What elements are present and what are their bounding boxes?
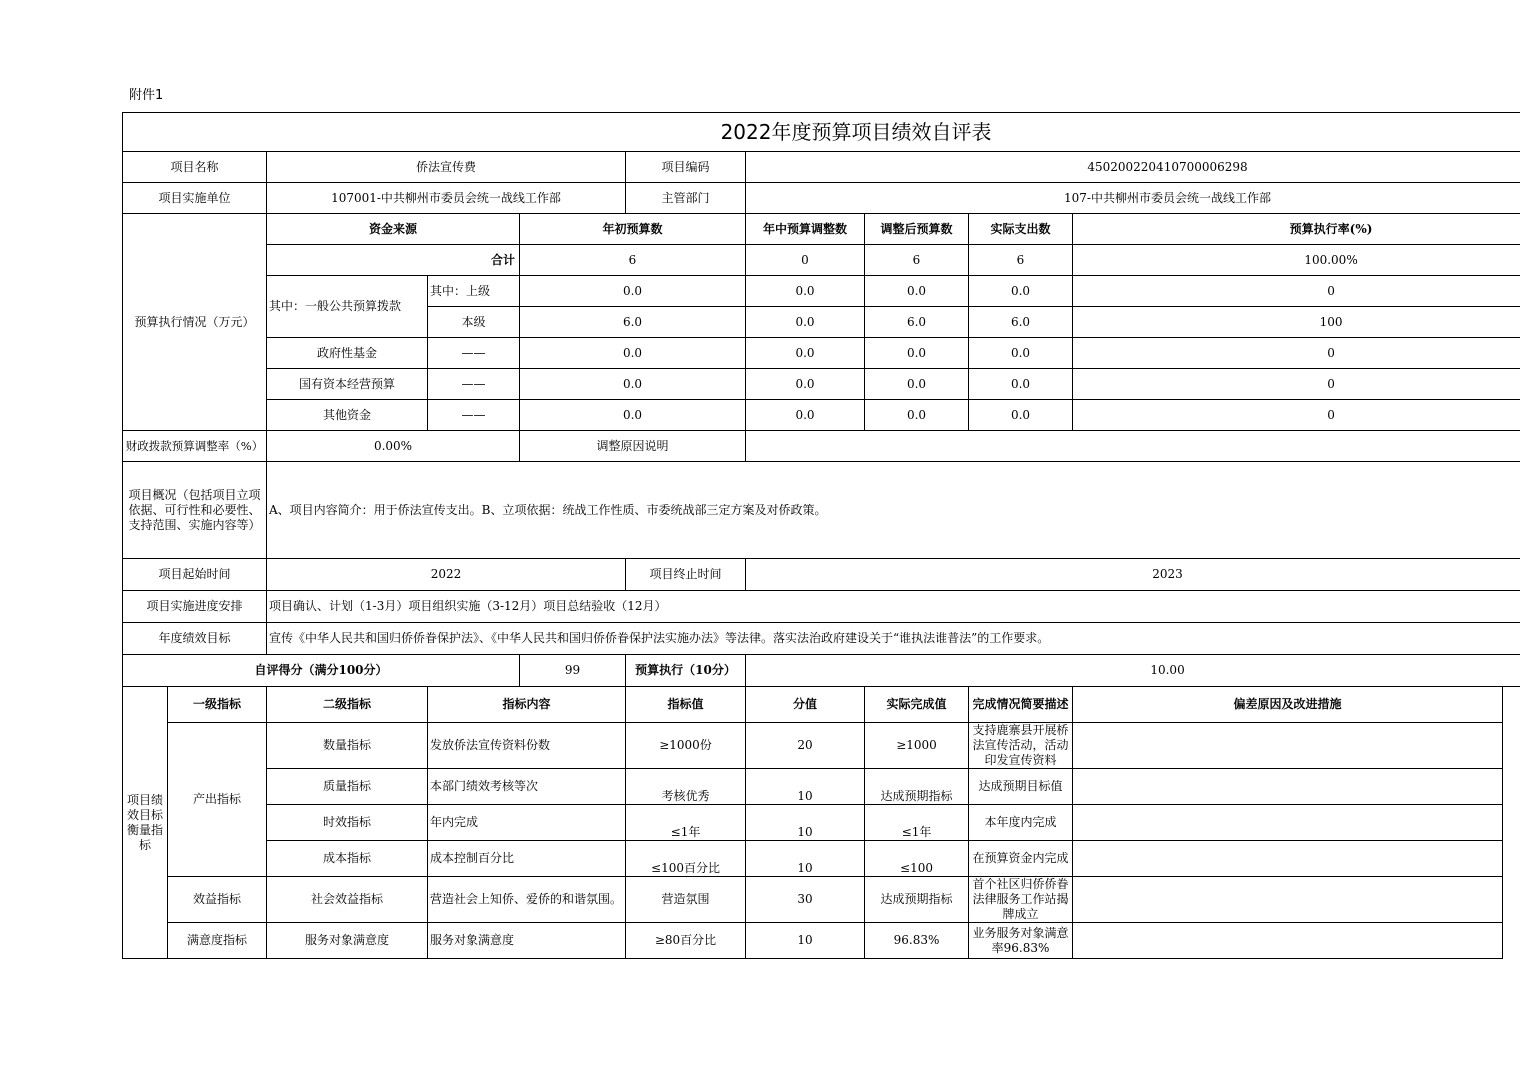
ind-col-score: 分值 <box>746 687 865 723</box>
table-row-desc: 在预算资金内完成 <box>969 841 1073 877</box>
budget-other-midyear: 0.0 <box>746 400 865 431</box>
table-row-content: 营造社会上知侨、爱侨的和谐氛围。 <box>428 877 626 923</box>
satisfaction-indicator-label: 满意度指标 <box>168 923 267 959</box>
exec-score-label: 预算执行（10分） <box>626 655 746 687</box>
table-row-reason <box>1073 723 1503 769</box>
exec-score-value: 10.00 <box>746 655 1520 687</box>
schedule-label: 项目实施进度安排 <box>123 591 267 623</box>
benefit-indicator-label: 效益指标 <box>168 877 267 923</box>
budget-capital-dash: —— <box>428 369 520 400</box>
project-code-label: 项目编码 <box>626 152 746 183</box>
budget-total-label: 合计 <box>267 245 520 276</box>
budget-other-dash: —— <box>428 400 520 431</box>
table-row-target: ≤1年 <box>626 805 746 841</box>
table-row-level2: 成本指标 <box>267 841 428 877</box>
table-row-target: ≤100百分比 <box>626 841 746 877</box>
table-row-level2: 数量指标 <box>267 723 428 769</box>
table-row-content: 成本控制百分比 <box>428 841 626 877</box>
table-row-score: 20 <box>746 723 865 769</box>
table-row-score: 30 <box>746 877 865 923</box>
budget-col-actual: 实际支出数 <box>969 214 1073 245</box>
budget-fund-rate: 0 <box>1073 338 1520 369</box>
ind-col-actual: 实际完成值 <box>865 687 969 723</box>
table-row-content: 服务对象满意度 <box>428 923 626 959</box>
ind-col-reason: 偏差原因及改进措施 <box>1073 687 1503 723</box>
budget-capital-label: 国有资本经营预算 <box>267 369 428 400</box>
budget-capital-initial: 0.0 <box>520 369 746 400</box>
table-row-reason <box>1073 769 1503 805</box>
budget-total-adjusted: 6 <box>865 245 969 276</box>
table-row-actual: 96.83% <box>865 923 969 959</box>
budget-local-actual: 6.0 <box>969 307 1073 338</box>
table-row-reason <box>1073 923 1503 959</box>
project-name-value: 侨法宣传费 <box>267 152 626 183</box>
budget-other-label: 其他资金 <box>267 400 428 431</box>
budget-capital-actual: 0.0 <box>969 369 1073 400</box>
adjust-rate-label: 财政拨款预算调整率（%） <box>123 431 267 462</box>
table-row-reason <box>1073 841 1503 877</box>
budget-upper-midyear: 0.0 <box>746 276 865 307</box>
budget-other-initial: 0.0 <box>520 400 746 431</box>
indicators-section-label: 项目绩效目标衡量指标 <box>123 687 168 959</box>
ind-col-content: 指标内容 <box>428 687 626 723</box>
dept-label: 主管部门 <box>626 183 746 214</box>
budget-local-initial: 6.0 <box>520 307 746 338</box>
adjust-reason-label: 调整原因说明 <box>520 431 746 462</box>
budget-upper-actual: 0.0 <box>969 276 1073 307</box>
table-row-score: 10 <box>746 805 865 841</box>
table-row-score: 10 <box>746 923 865 959</box>
budget-capital-adjusted: 0.0 <box>865 369 969 400</box>
end-time-label: 项目终止时间 <box>626 559 746 591</box>
table-row-desc: 本年度内完成 <box>969 805 1073 841</box>
table-row-level2: 服务对象满意度 <box>267 923 428 959</box>
table-row-target: 营造氛围 <box>626 877 746 923</box>
overview-label: 项目概况（包括项目立项依据、可行性和必要性、支持范围、实施内容等） <box>123 462 267 559</box>
table-row-desc: 达成预期目标值 <box>969 769 1073 805</box>
start-time-label: 项目起始时间 <box>123 559 267 591</box>
table-row-actual: 达成预期指标 <box>865 769 969 805</box>
budget-total-actual: 6 <box>969 245 1073 276</box>
table-row-actual: 达成预期指标 <box>865 877 969 923</box>
table-row-desc: 首个社区归侨侨眷法律服务工作站揭牌成立 <box>969 877 1073 923</box>
budget-local-label: 本级 <box>428 307 520 338</box>
budget-col-source: 资金来源 <box>267 214 520 245</box>
budget-other-adjusted: 0.0 <box>865 400 969 431</box>
budget-col-initial: 年初预算数 <box>520 214 746 245</box>
budget-fund-initial: 0.0 <box>520 338 746 369</box>
goal-text: 宣传《中华人民共和国归侨侨眷保护法》、《中华人民共和国归侨侨眷保护法实施办法》等法律。落实法治政府建设关于“谁执法谁普法”的工作要求。 <box>267 623 1520 655</box>
budget-local-rate: 100 <box>1073 307 1520 338</box>
table-row-actual: ≤1年 <box>865 805 969 841</box>
budget-capital-midyear: 0.0 <box>746 369 865 400</box>
table-row-reason <box>1073 805 1503 841</box>
project-name-label: 项目名称 <box>123 152 267 183</box>
budget-other-actual: 0.0 <box>969 400 1073 431</box>
ind-col-level2: 二级指标 <box>267 687 428 723</box>
table-row-reason <box>1073 877 1503 923</box>
ind-col-level1: 一级指标 <box>168 687 267 723</box>
adjust-rate-value: 0.00% <box>267 431 520 462</box>
table-row-desc: 业务服务对象满意率96.83% <box>969 923 1073 959</box>
budget-upper-rate: 0 <box>1073 276 1520 307</box>
table-row-target: ≥80百分比 <box>626 923 746 959</box>
table-row-content: 年内完成 <box>428 805 626 841</box>
budget-fund-dash: —— <box>428 338 520 369</box>
table-row-level2: 社会效益指标 <box>267 877 428 923</box>
budget-upper-label: 其中：上级 <box>428 276 520 307</box>
table-row-target: 考核优秀 <box>626 769 746 805</box>
budget-fund-midyear: 0.0 <box>746 338 865 369</box>
adjust-reason-value <box>746 431 1520 462</box>
table-row-actual: ≤100 <box>865 841 969 877</box>
budget-total-initial: 6 <box>520 245 746 276</box>
budget-total-rate: 100.00% <box>1073 245 1520 276</box>
ind-col-target: 指标值 <box>626 687 746 723</box>
budget-total-midyear: 0 <box>746 245 865 276</box>
impl-unit-label: 项目实施单位 <box>123 183 267 214</box>
table-row-score: 10 <box>746 769 865 805</box>
end-time-value: 2023 <box>746 559 1520 591</box>
table-row-score: 10 <box>746 841 865 877</box>
budget-col-adjusted: 调整后预算数 <box>865 214 969 245</box>
budget-col-midyear: 年中预算调整数 <box>746 214 865 245</box>
table-row-content: 本部门绩效考核等次 <box>428 769 626 805</box>
table-row-level2: 质量指标 <box>267 769 428 805</box>
page-title: 2022年度预算项目绩效自评表 <box>123 113 1520 152</box>
budget-fund-label: 政府性基金 <box>267 338 428 369</box>
budget-upper-initial: 0.0 <box>520 276 746 307</box>
performance-evaluation-table <box>122 112 1520 959</box>
budget-local-adjusted: 6.0 <box>865 307 969 338</box>
attachment-label: 附件1 <box>129 88 164 103</box>
dept-value: 107-中共柳州市委员会统一战线工作部 <box>746 183 1520 214</box>
start-time-value: 2022 <box>267 559 626 591</box>
budget-local-midyear: 0.0 <box>746 307 865 338</box>
output-indicator-label: 产出指标 <box>168 723 267 877</box>
budget-other-rate: 0 <box>1073 400 1520 431</box>
table-row-desc: 支持鹿寨县开展桥法宣传活动，活动印发宣传资料 <box>969 723 1073 769</box>
table-row-actual: ≥1000 <box>865 723 969 769</box>
budget-fund-adjusted: 0.0 <box>865 338 969 369</box>
self-score-label: 自评得分（满分100分） <box>123 655 520 687</box>
schedule-text: 项目确认、计划（1-3月）项目组织实施（3-12月）项目总结验收（12月） <box>267 591 1520 623</box>
project-code-value: 450200220410700006298 <box>746 152 1520 183</box>
overview-text: A、项目内容简介：用于侨法宣传支出。B、立项依据：统战工作性质、市委统战部三定方案及对侨政策。 <box>267 462 1520 559</box>
budget-fund-actual: 0.0 <box>969 338 1073 369</box>
budget-capital-rate: 0 <box>1073 369 1520 400</box>
budget-general-label: 其中：一般公共预算拨款 <box>267 276 428 338</box>
budget-section-label: 预算执行情况（万元） <box>123 214 267 431</box>
table-row-level2: 时效指标 <box>267 805 428 841</box>
self-score-value: 99 <box>520 655 626 687</box>
budget-upper-adjusted: 0.0 <box>865 276 969 307</box>
table-row-target: ≥1000份 <box>626 723 746 769</box>
table-row-content: 发放侨法宣传资料份数 <box>428 723 626 769</box>
ind-col-desc: 完成情况简要描述 <box>969 687 1073 723</box>
goal-label: 年度绩效目标 <box>123 623 267 655</box>
budget-col-rate: 预算执行率(%) <box>1073 214 1520 245</box>
impl-unit-value: 107001-中共柳州市委员会统一战线工作部 <box>267 183 626 214</box>
